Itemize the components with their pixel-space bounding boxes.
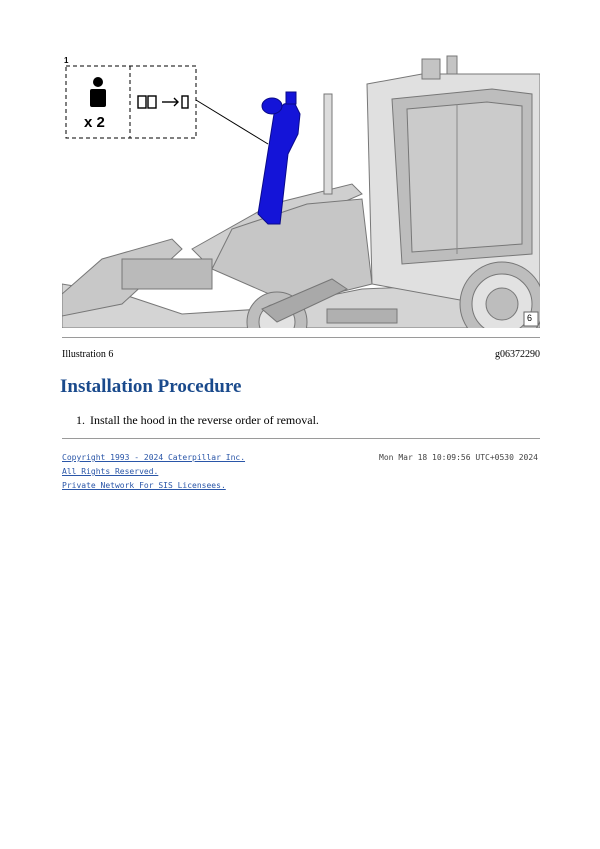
step-text: Install the hood in the reverse order of removal. bbox=[90, 413, 319, 427]
copyright-link[interactable]: Copyright 1993 - 2024 Caterpillar Inc. bbox=[62, 453, 246, 462]
procedure-steps bbox=[76, 413, 319, 428]
corner-number: 6 bbox=[527, 313, 533, 323]
illustration bbox=[62, 54, 540, 328]
callout-number: 1 bbox=[64, 56, 69, 65]
footer bbox=[62, 451, 540, 493]
illustration-label: Illustration 6 bbox=[62, 349, 114, 360]
timestamp: Mon Mar 18 10:09:56 UTC+0530 2024 bbox=[379, 453, 538, 462]
network-link[interactable]: Private Network For SIS Licensees. bbox=[62, 481, 226, 490]
section-title: Installation Procedure bbox=[60, 376, 242, 397]
graphic-id: g06372290 bbox=[495, 349, 540, 360]
caption-divider bbox=[62, 337, 540, 338]
step-number: 1. bbox=[76, 413, 85, 427]
footer-divider bbox=[62, 438, 540, 439]
machine-drawing bbox=[62, 54, 540, 328]
procedure-step bbox=[76, 413, 319, 428]
rights-link[interactable]: All Rights Reserved. bbox=[62, 467, 159, 476]
person-count: x 2 bbox=[84, 114, 105, 131]
